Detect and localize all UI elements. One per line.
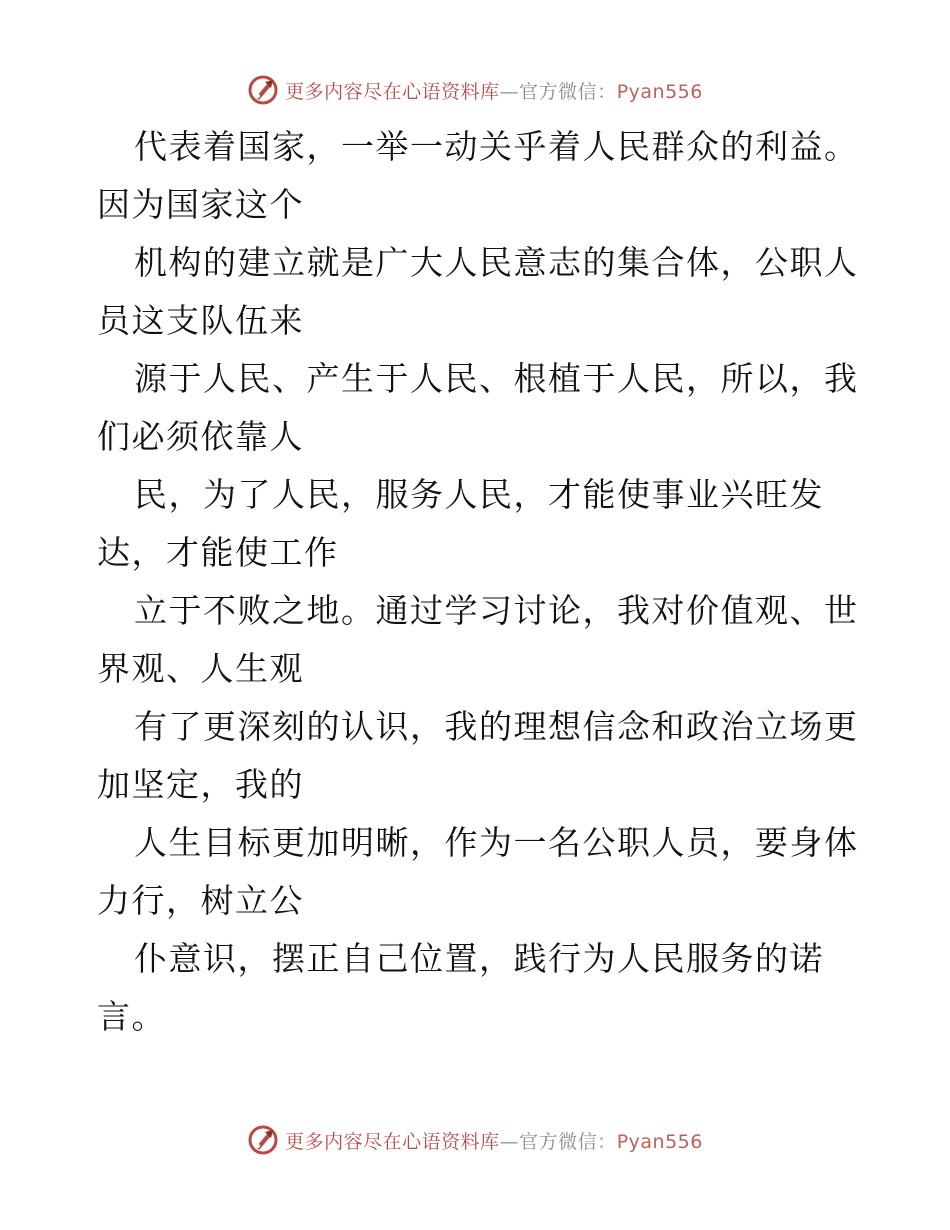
body-line: 代表着国家，一举一动关乎着人民群众的利益。: [134, 127, 859, 166]
pen-seal-icon: [247, 1124, 279, 1156]
banner-separator: —: [499, 1130, 520, 1153]
header-banner: [0, 70, 950, 110]
body-line: 立于不败之地。通过学习讨论，我对价值观、世: [134, 591, 859, 630]
body-line: 有了更深刻的认识，我的理想信念和政治立场更: [134, 707, 859, 746]
banner-separator: —: [499, 80, 520, 103]
pen-seal-icon: [247, 74, 279, 106]
body-line: 们必须依靠人: [97, 417, 304, 456]
footer-banner-text: [285, 1127, 703, 1154]
body-line: 员这支队伍来: [97, 301, 304, 340]
banner-wechat-id: Pyan556: [616, 80, 703, 103]
footer-banner: [0, 1120, 950, 1160]
header-banner-inner: [247, 74, 703, 106]
body-line: 民，为了人民，服务人民，才能使事业兴旺发: [134, 475, 824, 514]
body-line: 仆意识，摆正自己位置，践行为人民服务的诺: [134, 939, 824, 978]
body-line: 因为国家这个: [97, 185, 304, 224]
banner-main-text: 更多内容尽在心语资料库: [285, 80, 500, 103]
banner-wechat-label: 官方微信：: [519, 1130, 617, 1153]
body-line: 人生目标更加明晰，作为一名公职人员，要身体: [134, 823, 859, 862]
body-line: 源于人民、产生于人民、根植于人民，所以，我: [134, 359, 859, 398]
banner-main-text: 更多内容尽在心语资料库: [285, 1130, 500, 1153]
header-banner-text: [285, 77, 703, 104]
body-line: 机构的建立就是广大人民意志的集合体，公职人: [134, 243, 859, 282]
body-line: 言。: [97, 997, 166, 1036]
body-line: 达，才能使工作: [97, 533, 339, 572]
body-line: 界观、人生观: [97, 649, 304, 688]
document-body: [97, 118, 857, 1046]
body-line: 力行，树立公: [97, 881, 304, 920]
banner-wechat-label: 官方微信：: [519, 80, 617, 103]
footer-banner-inner: [247, 1124, 703, 1156]
body-line: 加坚定，我的: [97, 765, 304, 804]
banner-wechat-id: Pyan556: [616, 1130, 703, 1153]
